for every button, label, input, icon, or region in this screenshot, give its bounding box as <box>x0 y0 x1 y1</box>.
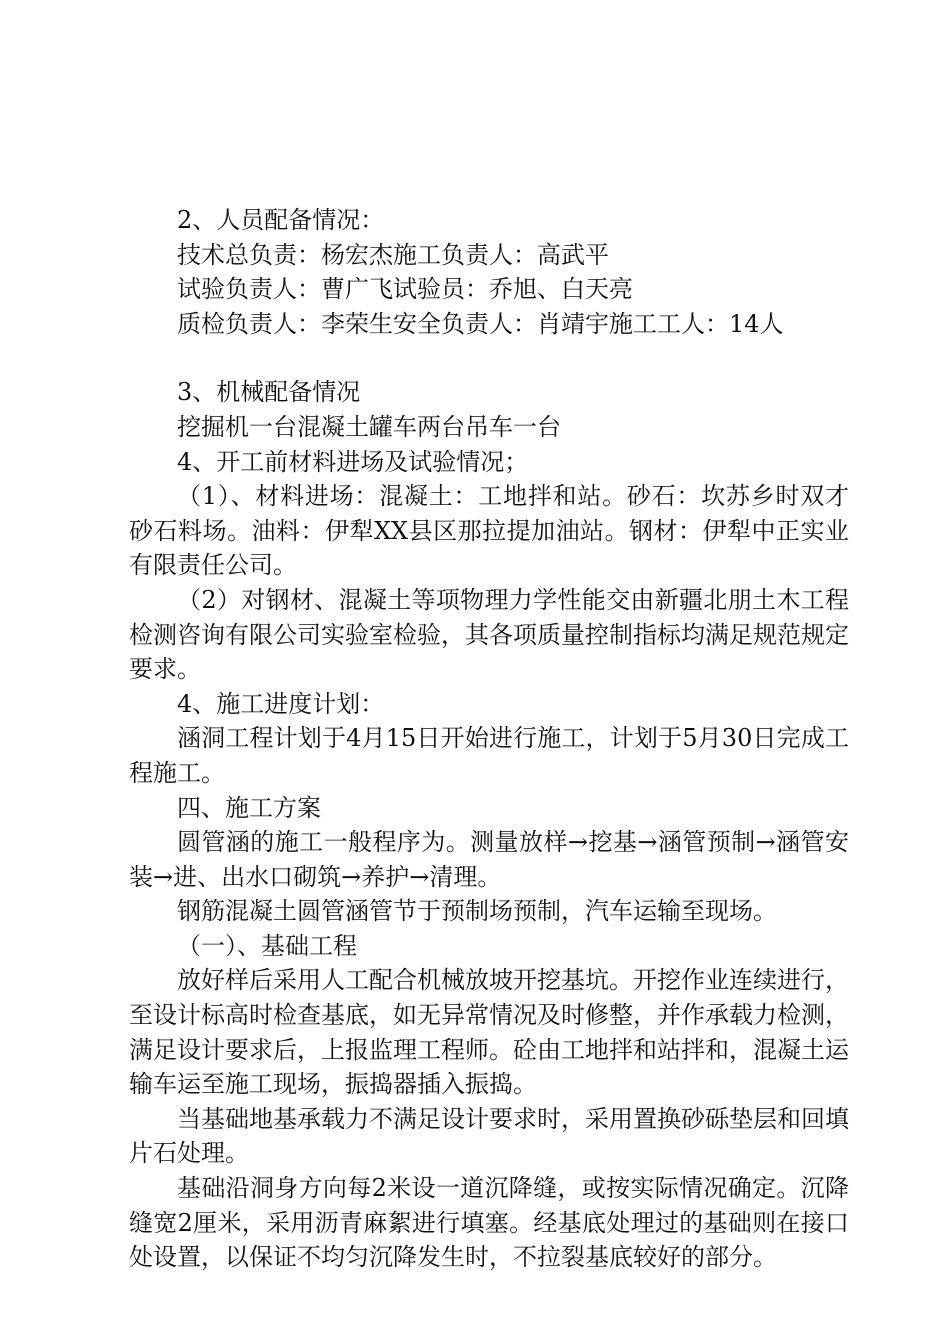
procedure-paragraph: 圆管涵的施工一般程序为。测量放样→挖基→涵管预制→涵管安装→进、出水口砌筑→养护→清理。 <box>129 828 849 891</box>
document-body <box>129 203 849 1275</box>
heading-construction-plan: 四、施工方案 <box>177 793 321 822</box>
foundation-paragraph-3: 基础沿洞身方向每2米设一道沉降缝，或按实际情况确定。沉降缝宽2厘米，采用沥青麻絮进行填塞。经基底处理过的基础则在接口处设置，以保证不均匀沉降发生时，不拉裂基底较好的部分。 <box>129 1174 849 1272</box>
machinery-line: 挖掘机一台混凝土罐车两台吊车一台 <box>177 412 561 441</box>
foundation-paragraph-2: 当基础地基承载力不满足设计要求时，采用置换砂砾垫层和回填片石处理。 <box>129 1104 849 1168</box>
heading-schedule: 4、施工进度计划： <box>177 689 385 718</box>
heading-materials: 4、开工前材料进场及试验情况； <box>177 447 529 476</box>
heading-machinery: 3、机械配备情况 <box>177 378 361 407</box>
blank-line <box>129 341 849 375</box>
heading-foundation: （一）、基础工程 <box>177 931 357 960</box>
materials-paragraph-1: （1）、材料进场：混凝土：工地拌和站。砂石：坎苏乡时双才砂石料场。油料：伊犁XX县区那拉提加油站。钢材：伊犁中正实业有限责任公司。 <box>129 482 849 580</box>
personnel-line-testing: 试验负责人：曹广飞试验员：乔旭、白天亮 <box>177 275 633 304</box>
materials-paragraph-2: （2）对钢材、混凝土等项物理力学性能交由新疆北朋土木工程检测咨询有限公司实验室检验，其各项质量控制指标均满足规范规定要求。 <box>129 585 849 684</box>
foundation-paragraph-1: 放好样后采用人工配合机械放坡开挖基坑。开挖作业连续进行，至设计标高时检查基底，如无异常情况及时修整，并作承载力检测，满足设计要求后，上报监理工程师。砼由工地拌和站拌和，混凝土运输车运至施工现场，振捣器插入振捣。 <box>129 966 849 1099</box>
personnel-line-technical: 技术总负责：杨宏杰施工负责人：高武平 <box>177 240 609 269</box>
prefab-paragraph: 钢筋混凝土圆管涵管节于预制场预制，汽车运输至现场。 <box>177 897 777 926</box>
heading-personnel: 2、人员配备情况： <box>177 206 385 234</box>
personnel-line-quality: 质检负责人：李荣生安全负责人：肖靖宇施工工人：14人 <box>177 309 784 338</box>
schedule-paragraph: 涵洞工程计划于4月15日开始进行施工，计划于5月30日完成工程施工。 <box>129 724 849 787</box>
